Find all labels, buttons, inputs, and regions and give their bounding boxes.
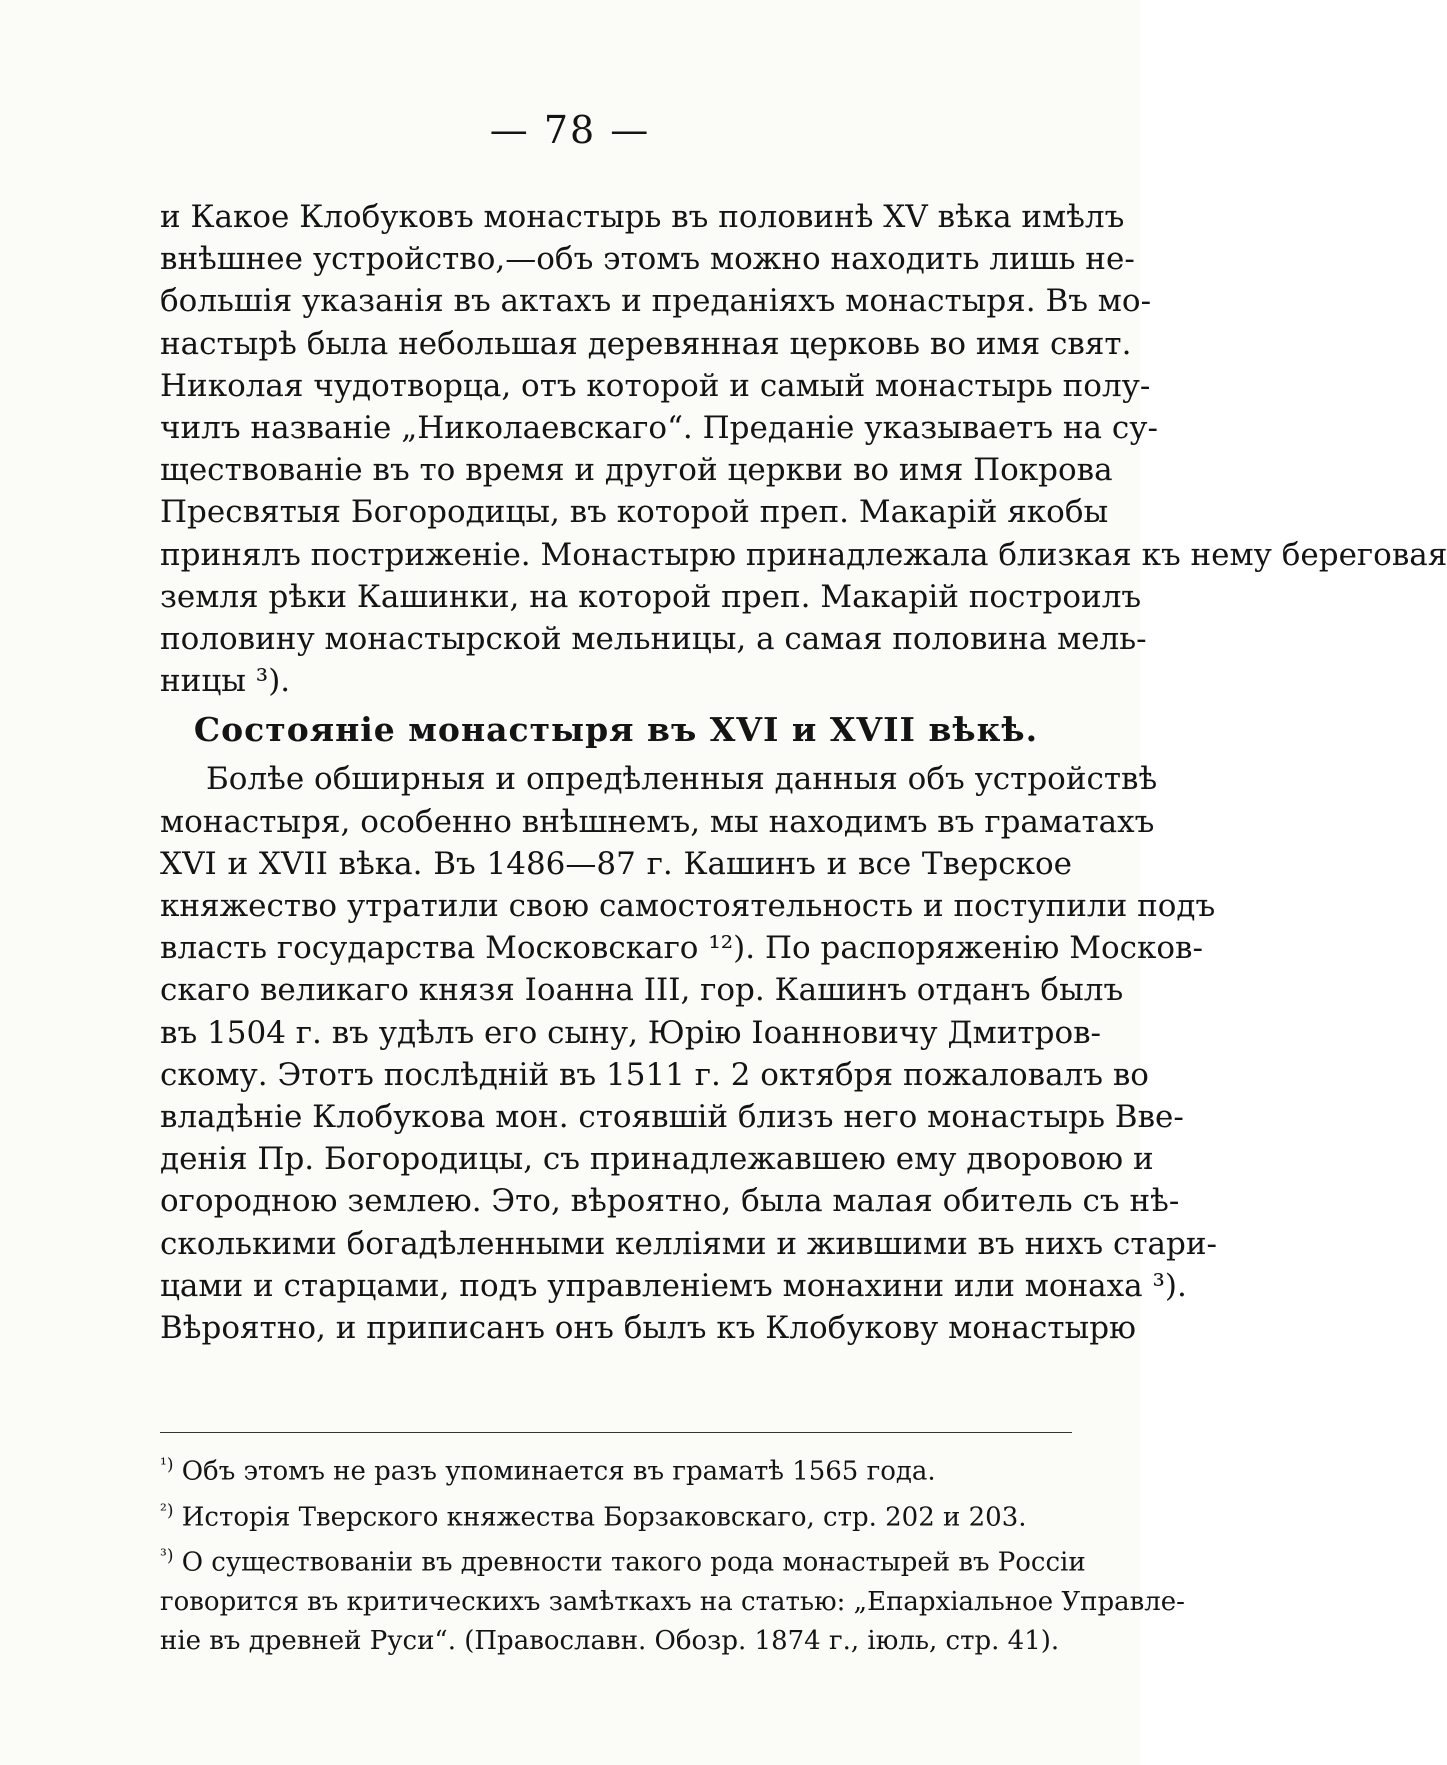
text-line: Пресвятыя Богородицы, въ которой преп. Макарій якобы bbox=[160, 494, 1109, 531]
text-line: скому. Этотъ послѣдній въ 1511 г. 2 октября пожаловалъ во bbox=[160, 1056, 1149, 1093]
footnote-text: говорится въ критическихъ замѣткахъ на статью: „Епархіальное Управле- bbox=[160, 1586, 1185, 1617]
text-line: ницы ³). bbox=[160, 663, 291, 700]
footnote-continuation bbox=[160, 1622, 1072, 1661]
text-line: власть государства Московскаго ¹²). По распоряженію Москов- bbox=[160, 930, 1203, 967]
text-line: сколькими богадѣленными келліями и жившими въ нихъ стари- bbox=[160, 1225, 1217, 1262]
text-line: княжество утратили свою самостоятельность и поступили подъ bbox=[160, 888, 1216, 925]
text-line: въ 1504 г. въ удѣлъ его сыну, Юрію Іоанновичу Дмитров- bbox=[160, 1014, 1102, 1051]
text-line: владѣніе Клобукова мон. стоявшій близъ него монастырь Вве- bbox=[160, 1099, 1184, 1136]
text-line: монастыря, особенно внѣшнемъ, мы находимъ въ граматахъ bbox=[160, 803, 1155, 840]
text-line: Николая чудотворца, отъ которой и самый монастырь полу- bbox=[160, 367, 1151, 404]
text-line: денія Пр. Богородицы, съ принадлежавшею ему дворовою и bbox=[160, 1141, 1154, 1178]
text-line: настырѣ была небольшая деревянная церковь во имя свят. bbox=[160, 325, 1132, 362]
footnote-mark: ²) bbox=[160, 1500, 174, 1521]
text-line: Болѣе обширныя и опредѣленныя данныя объ устройствѣ bbox=[206, 761, 1158, 798]
footnote-mark: ³) bbox=[160, 1546, 174, 1567]
footnote bbox=[160, 1446, 1072, 1492]
main-text bbox=[160, 196, 1447, 1349]
text-line: чилъ названіе „Николаевскаго“. Преданіе указываетъ на су- bbox=[160, 410, 1158, 447]
text-line: скаго великаго князя Іоанна III, гор. Кашинъ отданъ былъ bbox=[160, 972, 1124, 1009]
footnote-continuation bbox=[160, 1583, 1185, 1622]
footnote-text: Исторія Тверского княжества Борзаковскаго, стр. 202 и 203. bbox=[181, 1502, 1027, 1533]
text-line: земля рѣки Кашинки, на которой преп. Макарій построилъ bbox=[160, 578, 1142, 615]
text-line: огородною землею. Это, вѣроятно, была малая обитель съ нѣ- bbox=[160, 1183, 1180, 1220]
footnote-text: Объ этомъ не разъ упоминается въ граматѣ 1565 года. bbox=[181, 1456, 936, 1487]
footnote bbox=[160, 1492, 1072, 1538]
footnote bbox=[160, 1537, 1086, 1583]
text-line: ществованіе въ то время и другой церкви во имя Покрова bbox=[160, 452, 1113, 489]
footnote-text: ніе въ древней Руси“. (Православн. Обозр. 1874 г., іюль, стр. 41). bbox=[160, 1625, 1060, 1656]
text-line: и Какое Клобуковъ монастырь въ половинѣ XV вѣка имѣлъ bbox=[160, 199, 1125, 235]
text-line: цами и старцами, подъ управленіемъ монахини или монаха ³). bbox=[160, 1267, 1187, 1304]
section-heading: Состояніе монастыря въ XVI и XVII вѣкѣ. bbox=[193, 710, 1039, 750]
text-line: принялъ постриженіе. Монастырю принадлежала близкая къ нему береговая bbox=[160, 536, 1447, 573]
text-line: XVI и XVII вѣка. Въ 1486—87 г. Кашинъ и все Тверское bbox=[160, 845, 1072, 882]
page-number: — 78 — bbox=[489, 108, 651, 152]
text-line: половину монастырской мельницы, а самая половина мель- bbox=[160, 621, 1147, 658]
text-line: Вѣроятно, и приписанъ онъ былъ къ Клобукову монастырю bbox=[160, 1310, 1137, 1347]
footnotes bbox=[160, 1446, 1185, 1661]
text-line: большія указанія въ актахъ и преданіяхъ монастыря. Въ мо- bbox=[160, 283, 1152, 320]
footnote-divider bbox=[160, 1432, 1072, 1433]
footnote-text: О существованіи въ древности такого рода монастырей въ Россіи bbox=[181, 1547, 1086, 1578]
text-line: внѣшнее устройство,—объ этомъ можно находить лишь не- bbox=[160, 241, 1135, 278]
footnote-mark: ¹) bbox=[160, 1455, 174, 1475]
